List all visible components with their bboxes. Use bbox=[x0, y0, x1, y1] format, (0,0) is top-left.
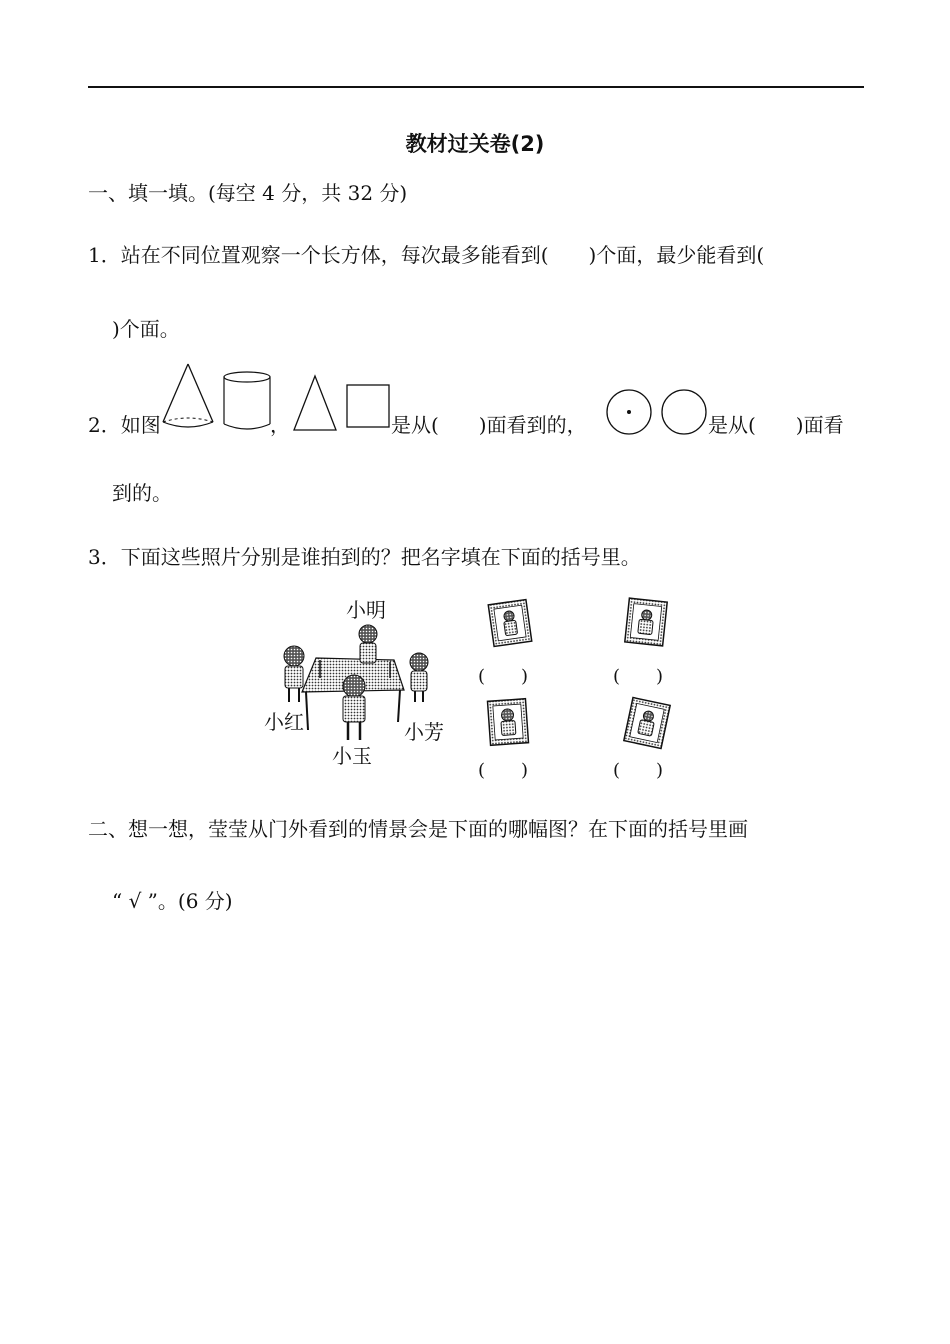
name-xiaoming: 小明 bbox=[346, 598, 386, 622]
header-rule bbox=[88, 86, 864, 88]
q2-prefix: 2．如图 bbox=[88, 413, 161, 437]
answer-blank: ( ) bbox=[478, 760, 529, 781]
circle-icon bbox=[660, 388, 708, 436]
children-table-illustration bbox=[272, 618, 442, 746]
cylinder-icon bbox=[222, 370, 272, 432]
photo-icon bbox=[622, 696, 672, 750]
q3-text: 3．下面这些照片分别是谁拍到的？把名字填在下面的括号里。 bbox=[88, 545, 641, 569]
q2-line2: 到的。 bbox=[112, 481, 172, 505]
name-xiaoyu: 小玉 bbox=[332, 744, 372, 768]
q2-comma: ， bbox=[270, 413, 290, 437]
section2-line1: 二、想一想，莹莹从门外看到的情景会是下面的哪幅图？在下面的括号里画 bbox=[88, 817, 748, 841]
name-xiaofang: 小芳 bbox=[404, 720, 444, 744]
circle-dot-icon bbox=[605, 388, 653, 436]
answer-blank: ( ) bbox=[613, 666, 664, 687]
triangle-icon bbox=[292, 374, 338, 432]
answer-blank: ( ) bbox=[478, 666, 529, 687]
section2-line2: “ √ ”。(6 分) bbox=[112, 889, 233, 913]
section1-heading: 一、填一填。(每空 4 分，共 32 分) bbox=[88, 181, 408, 205]
q1-line2: )个面。 bbox=[112, 317, 180, 341]
q2-mid: 是从( )面看到的， bbox=[391, 413, 587, 437]
photo-icon bbox=[486, 598, 534, 648]
name-xiaohong: 小红 bbox=[264, 710, 304, 734]
q1-line1: 1．站在不同位置观察一个长方体，每次最多能看到( )个面，最少能看到( bbox=[88, 243, 765, 267]
square-icon bbox=[346, 384, 390, 428]
page-title: 教材过关卷(2) bbox=[405, 132, 545, 156]
q2-suffix: 是从( )面看 bbox=[708, 413, 844, 437]
photo-icon bbox=[622, 596, 670, 648]
answer-blank: ( ) bbox=[613, 760, 664, 781]
cone-icon bbox=[160, 362, 216, 432]
photo-icon bbox=[484, 696, 532, 748]
